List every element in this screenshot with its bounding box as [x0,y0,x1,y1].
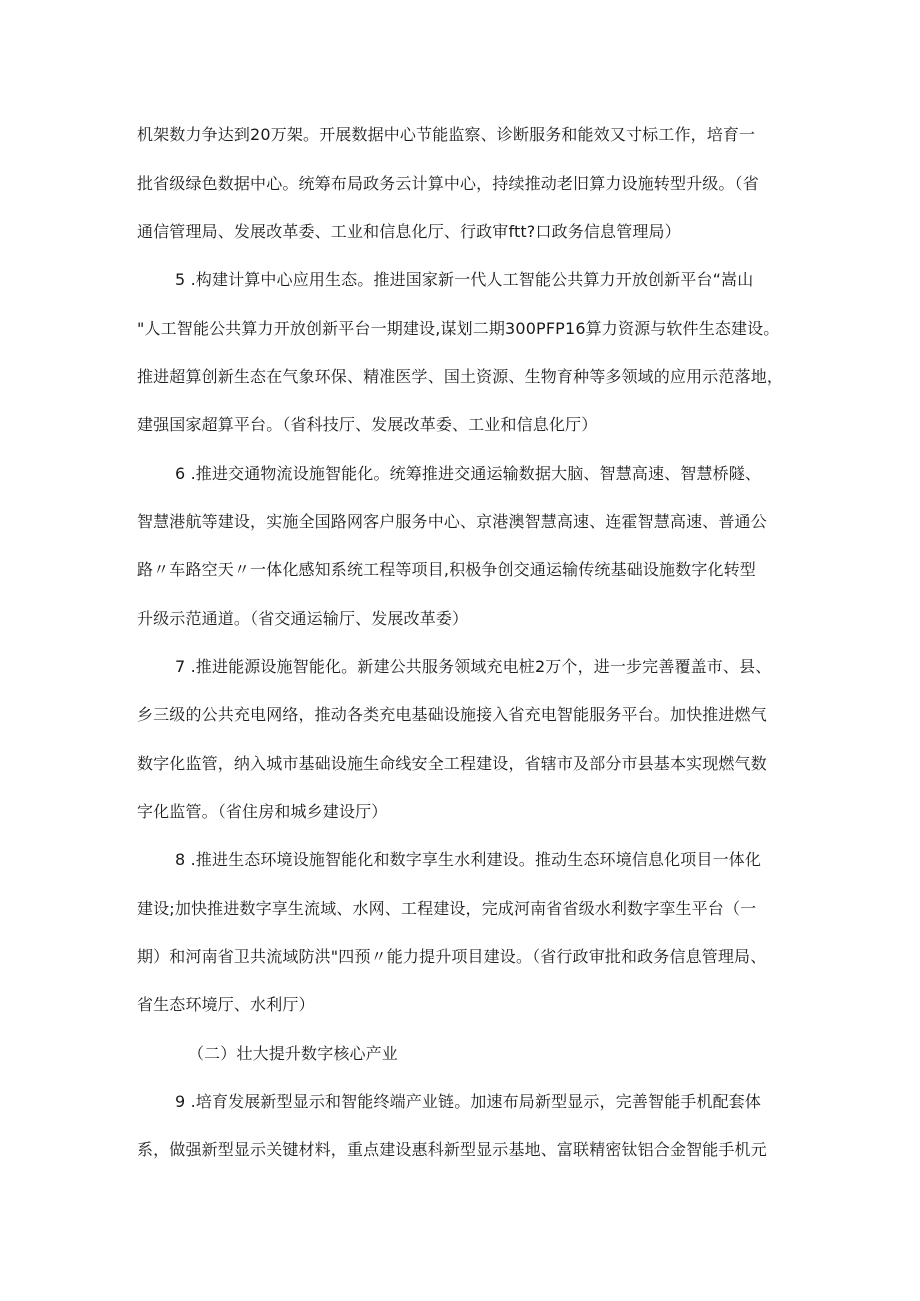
text-line: 升级示范通道。（省交通运输厅、发展改革委） [137,609,469,628]
text-line: 智慧港航等建设，实施全国路网客户服务中心、京港澳智慧高速、连霍智慧高速、普通公 [137,512,767,531]
text-line: 系，做强新型显示关键材料，重点建设惠科新型显示基地、富联精密钛铝合金智能手机元 [137,1140,767,1159]
text-line: 数字化监管，纳入城市基础设施生命线安全工程建设，省辖市及部分市县基本实现燃气数 [137,754,767,773]
section-heading-9: 9 .培育发展新型显示和智能终端产业链。加速布局新型显示，完善智能手机配套体 [175,1092,762,1111]
text-line: 机架数力争达到20万架。开展数据中心节能监察、诊断服务和能效又寸标工作，培育一 [137,125,756,144]
text-line: "人工智能公共算力开放创新平台一期建设,谋划二期300PFP16算力资源与软件生态建设。 [137,319,780,338]
text-line: 路〃车路空天〃一体化感知系统工程等项目,积极争创交通运输传统基础设施数字化转型 [137,560,756,579]
text-line: 乡三级的公共充电网络，推动各类充电基础设施接入省充电智能服务平台。加快推进燃气 [137,705,767,724]
text-line: 期）和河南省卫共流域防洪"四预〃能力提升项目建设。（省行政审批和政务信息管理局、 [137,947,767,966]
section-heading-5: 5 .构建计算中心应用生态。推进国家新一代人工智能公共算力开放创新平台“嵩山 [175,270,754,289]
text-line: 通信管理局、发展改革委、工业和信息化厅、行政审ftt?口政务信息管理局） [137,222,681,241]
section-heading-8: 8 .推进生态环境设施智能化和数字享生水利建设。推动生态环境信息化项目一体化 [175,850,762,869]
section-heading-7: 7 .推进能源设施智能化。新建公共服务领域充电桩2万个，进一步完善覆盖市、县、 [175,657,772,676]
text-line: 批省级绿色数据中心。统筹布局政务云计算中心，持续推动老旧算力设施转型升级。（省 [137,174,759,193]
text-line: 推进超算创新生态在气象环保、精准医学、国土资源、生物育种等多领域的应用示范落地， [137,367,784,386]
text-line: 建强国家超算平台。（省科技厅、发展改革委、工业和信息化厅） [137,415,598,434]
text-line: 省生态环境厅、水利厅） [137,995,315,1014]
section-heading-6: 6 .推进交通物流设施智能化。统筹推进交通运输数据大脑、智慧高速、智慧桥隧、 [175,464,762,483]
text-line: 建设;加快推进数字享生流域、水网、工程建设，完成河南省省级水利数字挛生平台（一 [137,899,757,918]
subsection-title: （二）壮大提升数字核心产业 [188,1044,398,1063]
text-line: 字化监管。（省住房和城乡建设厅） [137,802,388,821]
